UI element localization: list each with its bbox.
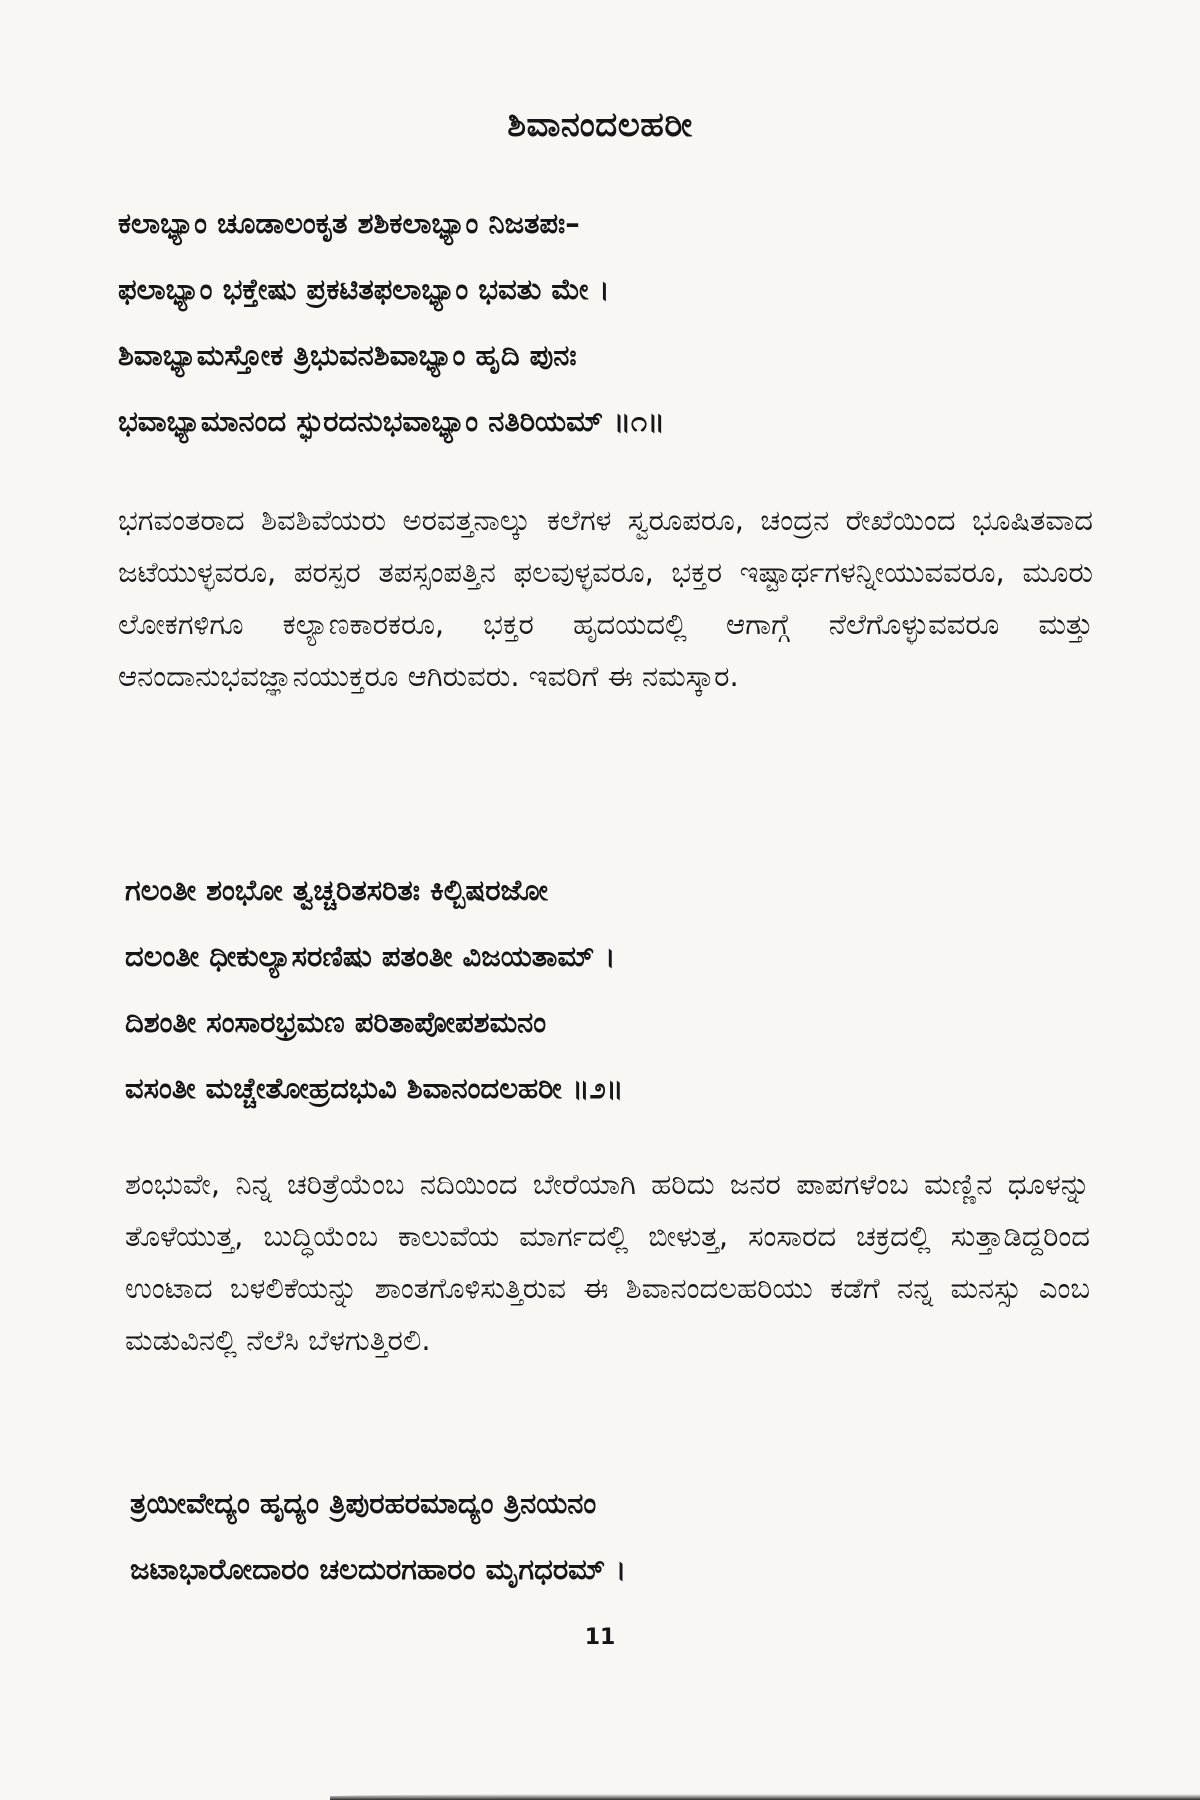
page-number: 11 xyxy=(584,1625,616,1650)
verse-2 xyxy=(125,857,624,1121)
verse-line: ಜಟಾಭಾರೋದಾರಂ ಚಲದುರಗಹಾರಂ ಮೃಗಧರಮ್ । xyxy=(130,1552,627,1586)
meaning-paragraph-2: ಶಂಭುವೇ, ನಿನ್ನ ಚರಿತ್ರೆಯೆಂಬ ನದಿಯಿಂದ ಬೇರೆಯಾಗಿ ಹರಿದು ಜನರ ಪಾಪಗಳೆಂಬ ಮಣ್ಣಿನ ಧೂಳನ್ನು ತೊಳೆಯುತ್ತ, ಬುದ್ಧಿಯೆಂಬ ಕಾಲುವೆಯ ಮಾರ್ಗದಲ್ಲಿ ಬೀಳುತ್ತ, ಸಂಸಾರದ ಚಕ್ರದಲ್ಲಿ ಸುತ್ತಾಡಿದ್ದರಿಂದ ಉಂಟಾದ ಬಳಲಿಕೆಯನ್ನು ಶಾಂತಗೊಳಿಸುತ್ತಿರುವ ಈ ಶಿವಾನಂದಲಹರಿಯು ಕಡೆಗೆ ನನ್ನ ಮನಸ್ಸು ಎಂಬ ಮಡುವಿನಲ್ಲಿ ನೆಲೆಸಿ ಬೆಳಗುತ್ತಿರಲಿ. xyxy=(125,1167,1090,1357)
verse-3 xyxy=(130,1470,626,1602)
verse-1 xyxy=(118,190,665,454)
page-title: ಶಿವಾನಂದಲಹರೀ xyxy=(507,105,693,145)
page-bottom-edge xyxy=(330,1794,1200,1800)
verse-line: ತ್ರಯೀವೇದ್ಯಂ ಹೃದ್ಯಂ ತ್ರಿಪುರಹರಮಾದ್ಯಂ ತ್ರಿನಯನಂ xyxy=(130,1486,597,1520)
verse-line: ದಲಂತೀ ಧೀಕುಲ್ಯಾಸರಣಿಷು ಪತಂತೀ ವಿಜಯತಾಮ್ । xyxy=(125,939,616,973)
meaning-paragraph-1: ಭಗವಂತರಾದ ಶಿವಶಿವೆಯರು ಅರವತ್ತನಾಲ್ಕು ಕಲೆಗಳ ಸ್ವರೂಪರೂ, ಚಂದ್ರನ ರೇಖೆಯಿಂದ ಭೂಷಿತವಾದ ಜಟೆಯುಳ್ಳವರೂ, ಪರಸ್ಪರ ತಪಸ್ಸಂಪತ್ತಿನ ಫಲವುಳ್ಳವರೂ, ಭಕ್ತರ ಇಷ್ಟಾರ್ಥಗಳನ್ನೀಯುವವರೂ, ಮೂರು ಲೋಕಗಳಿಗೂ ಕಲ್ಯಾಣಕಾರಕರೂ, ಭಕ್ತರ ಹೃದಯದಲ್ಲಿ ಆಗಾಗ್ಗೆ ನೆಲೆಗೊಳ್ಳುವವರೂ ಮತ್ತು ಆನಂದಾನುಭವಜ್ಞಾನಯುಕ್ತರೂ ಆಗಿರುವರು. ಇವರಿಗೆ ಈ ನಮಸ್ಕಾರ. xyxy=(118,503,1093,693)
verse-line: ಕಲಾಭ್ಯಾಂ ಚೂಡಾಲಂಕೃತ ಶಶಿಕಲಾಭ್ಯಾಂ ನಿಜತಪಃ– xyxy=(118,206,580,240)
verse-line: ದಿಶಂತೀ ಸಂಸಾರಭ್ರಮಣ ಪರಿತಾಪೋಪಶಮನಂ xyxy=(125,1005,547,1039)
verse-line: ಫಲಾಭ್ಯಾಂ ಭಕ್ತೇಷು ಪ್ರಕಟಿತಫಲಾಭ್ಯಾಂ ಭವತು ಮೇ । xyxy=(118,272,610,306)
verse-line: ವಸಂತೀ ಮಚ್ಚೇತೋಹ್ರದಭುವಿ ಶಿವಾನಂದಲಹರೀ ॥೨॥ xyxy=(125,1071,624,1105)
verse-line: ಗಲಂತೀ ಶಂಭೋ ತ್ವಚ್ಚರಿತಸರಿತಃ ಕಿಲ್ಬಿಷರಜೋ xyxy=(125,873,549,907)
verse-line: ಭವಾಭ್ಯಾಮಾನಂದ ಸ್ಫುರದನುಭವಾಭ್ಯಾಂ ನತಿರಿಯಮ್ ॥೧॥ xyxy=(118,404,665,438)
verse-line: ಶಿವಾಭ್ಯಾಮಸ್ತೋಕ ತ್ರಿಭುವನಶಿವಾಭ್ಯಾಂ ಹೃದಿ ಪುನಃ xyxy=(118,338,577,372)
